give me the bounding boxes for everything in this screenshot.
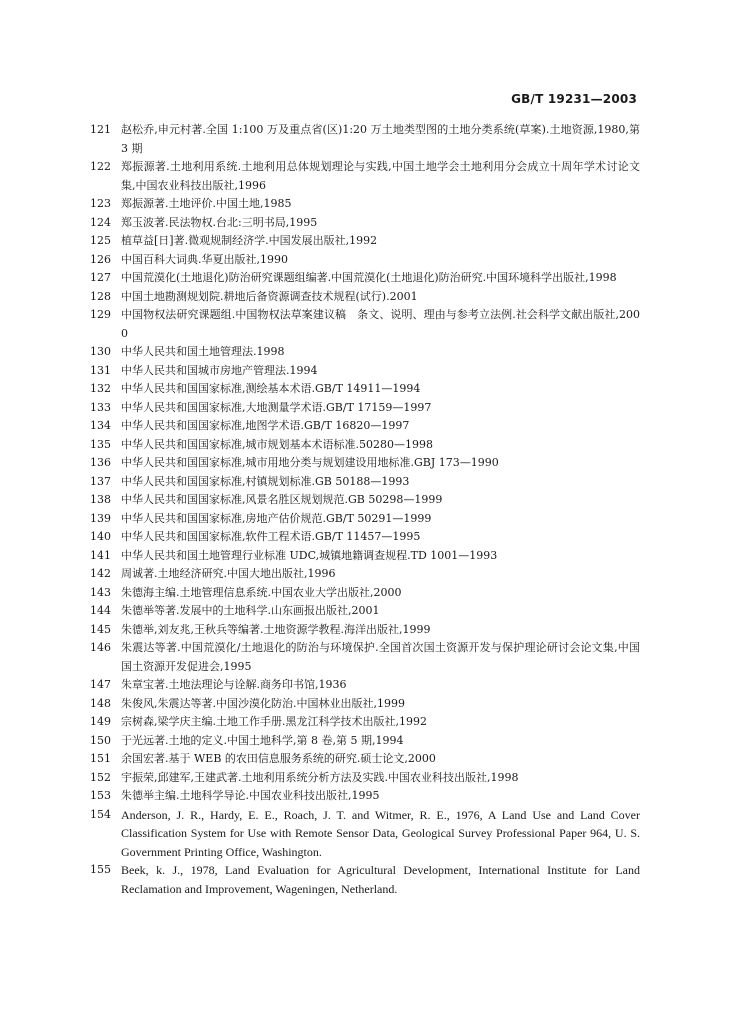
reference-entry	[90, 288, 640, 307]
reference-entry	[90, 750, 640, 769]
reference-number: 146	[90, 641, 111, 654]
reference-text: 宇振荣,邱建军,王建武著.土地利用系统分析方法及实践.中国农业科技出版社,1998	[121, 770, 519, 784]
reference-number: 121	[90, 123, 111, 136]
reference-entry	[90, 214, 640, 233]
reference-entry	[90, 547, 640, 566]
reference-number: 145	[90, 622, 111, 636]
reference-text: 朱俊风,朱震达等著.中国沙漠化防治.中国林业出版社,1999	[121, 696, 405, 710]
reference-number: 132	[90, 382, 111, 395]
reference-number: 141	[90, 548, 111, 562]
reference-number: 128	[90, 289, 111, 303]
reference-entry	[90, 343, 640, 362]
reference-text: 中国土地勘测规划院.耕地后备资源调查技术规程(试行).2001	[121, 289, 418, 303]
reference-text: 中华人民共和国国家标准,测绘基本术语.GB/T 14911—1994	[121, 382, 421, 395]
reference-text: 中华人民共和国国家标准,大地测量学术语.GB/T 17159—1997	[121, 400, 432, 414]
reference-text: 中华人民共和国国家标准,风景名胜区规划规范.GB 50298—1999	[121, 493, 443, 506]
reference-text: 郑玉波著.民法物权.台北:三明书局,1995	[121, 215, 318, 229]
reference-number: 127	[90, 271, 111, 284]
reference-entry	[90, 639, 640, 676]
reference-number: 148	[90, 696, 111, 710]
reference-entry	[90, 232, 640, 251]
reference-entry	[90, 195, 640, 214]
reference-number: 154	[90, 807, 111, 821]
reference-text: Beek, k. J., 1978, Land Evaluation for Agricultural Development, International Institute for Land Reclamation and Improvement, Wageningen, Netherland.	[121, 863, 640, 896]
reference-number: 153	[90, 789, 111, 802]
reference-entry	[90, 806, 640, 862]
reference-text: 中华人民共和国国家标准,地图学术语.GB/T 16820—1997	[121, 419, 410, 432]
reference-text: 赵松乔,申元村著.全国 1:100 万及重点省(区)1:20 万土地类型图的土地分类系统(草案).土地资源,1980,第 3 期	[121, 123, 640, 155]
reference-number: 144	[90, 604, 111, 617]
reference-text: 朱德举主编.土地科学导论.中国农业科技出版社,1995	[121, 789, 380, 802]
reference-number: 129	[90, 308, 111, 321]
reference-text: 朱德举等著.发展中的土地科学.山东画报出版社,2001	[121, 604, 380, 617]
reference-text: 中华人民共和国国家标准,城市规划基本术语标准.50280—1998	[121, 437, 433, 451]
reference-text: 于光远著.土地的定义.中国土地科学,第 8 卷,第 5 期,1994	[121, 733, 404, 747]
reference-entry	[90, 417, 640, 436]
reference-entry	[90, 158, 640, 195]
reference-number: 152	[90, 770, 111, 784]
reference-text: 中华人民共和国土地管理行业标准 UDC,城镇地籍调查规程.TD 1001—1993	[121, 548, 498, 562]
reference-text: 朱德海主编.土地管理信息系统.中国农业大学出版社,2000	[121, 585, 402, 599]
reference-entry	[90, 621, 640, 640]
reference-number: 133	[90, 400, 111, 414]
reference-entry	[90, 565, 640, 584]
reference-number: 151	[90, 752, 111, 765]
reference-entry	[90, 269, 640, 288]
reference-text: 中华人民共和国国家标准,城市用地分类与规划建设用地标准.GBJ 173—1990	[121, 456, 499, 469]
reference-entry	[90, 399, 640, 418]
reference-entry	[90, 251, 640, 270]
reference-entry	[90, 362, 640, 381]
reference-number: 139	[90, 511, 111, 525]
reference-entry	[90, 602, 640, 621]
reference-number: 137	[90, 474, 111, 488]
reference-entry	[90, 584, 640, 603]
reference-number: 155	[90, 863, 111, 876]
reference-number: 142	[90, 567, 111, 580]
reference-text: 中华人民共和国国家标准,村镇规划标准.GB 50188—1993	[121, 474, 410, 488]
reference-text: 周诚著.土地经济研究.中国大地出版社,1996	[121, 567, 336, 580]
reference-number: 136	[90, 456, 111, 469]
reference-entry	[90, 380, 640, 399]
reference-number: 122	[90, 160, 111, 173]
reference-text: 中华人民共和国土地管理法.1998	[121, 345, 285, 358]
reference-text: 中国物权法研究课题组.中国物权法草案建议稿 条文、说明、理由与参考立法例.社会科学文献出版社,2000	[121, 308, 640, 340]
reference-number: 123	[90, 197, 111, 210]
reference-entry	[90, 454, 640, 473]
reference-entry	[90, 491, 640, 510]
reference-entry	[90, 787, 640, 806]
reference-number: 147	[90, 678, 111, 691]
reference-entry	[90, 121, 640, 158]
reference-entry	[90, 695, 640, 714]
reference-number: 131	[90, 363, 111, 377]
reference-number: 125	[90, 234, 111, 247]
reference-number: 138	[90, 493, 111, 506]
reference-entry	[90, 676, 640, 695]
reference-text: 朱章宝著.土地法理论与诠解.商务印书馆,1936	[121, 678, 347, 691]
reference-number: 150	[90, 733, 111, 747]
reference-number: 124	[90, 215, 111, 229]
reference-text: 朱震达等著.中国荒漠化/土地退化的防治与环境保护.全国首次国土资源开发与保护理论研讨会论文集,中国国土资源开发促进会,1995	[121, 641, 640, 673]
reference-text: 余国宏著.基于 WEB 的农田信息服务系统的研究.硕士论文,2000	[121, 752, 436, 765]
reference-entry	[90, 732, 640, 751]
reference-entry	[90, 306, 640, 343]
reference-text: 宗树森,梁学庆主编.土地工作手册.黑龙江科学技术出版社,1992	[121, 715, 427, 728]
reference-entry	[90, 713, 640, 732]
reference-text: 中华人民共和国国家标准,房地产估价规范.GB/T 50291—1999	[121, 511, 432, 525]
reference-list	[90, 121, 640, 898]
reference-number: 130	[90, 345, 111, 358]
reference-number: 143	[90, 585, 111, 599]
reference-text: 中华人民共和国城市房地产管理法.1994	[121, 363, 318, 377]
reference-number: 126	[90, 252, 111, 266]
reference-entry	[90, 528, 640, 547]
reference-number: 149	[90, 715, 111, 728]
reference-number: 140	[90, 530, 111, 543]
reference-entry	[90, 861, 640, 898]
reference-entry	[90, 436, 640, 455]
reference-number: 135	[90, 437, 111, 451]
reference-number: 134	[90, 419, 111, 432]
reference-entry	[90, 769, 640, 788]
reference-entry	[90, 510, 640, 529]
reference-text: 中国百科大词典.华夏出版社,1990	[121, 252, 288, 266]
reference-text: 郑振源著.土地利用系统.土地利用总体规划理论与实践,中国土地学会土地利用分会成立十周年学术讨论文集,中国农业科技出版社,1996	[121, 160, 640, 192]
reference-text: 中国荒漠化(土地退化)防治研究课题组编著.中国荒漠化(土地退化)防治研究.中国环境科学出版社,1998	[121, 271, 617, 284]
reference-entry	[90, 473, 640, 492]
reference-text: Anderson, J. R., Hardy, E. E., Roach, J. T. and Witmer, R. E., 1976, A Land Use and Land Cover Classification System for Use with Remote Sensor Data, Geological Survey Professional Paper 964, U. S. Government Printing Office, Washington.	[121, 807, 640, 859]
standard-code-header: GB/T 19231—2003	[511, 92, 637, 106]
reference-text: 郑振源著.土地评价.中国土地,1985	[121, 197, 292, 210]
reference-text: 朱德举,刘友兆,王秋兵等编著.土地资源学教程.海洋出版社,1999	[121, 622, 431, 636]
reference-text: 植草益[日]著.微观规制经济学.中国发展出版社,1992	[121, 234, 378, 247]
reference-text: 中华人民共和国国家标准,软件工程术语.GB/T 11457—1995	[121, 530, 421, 543]
